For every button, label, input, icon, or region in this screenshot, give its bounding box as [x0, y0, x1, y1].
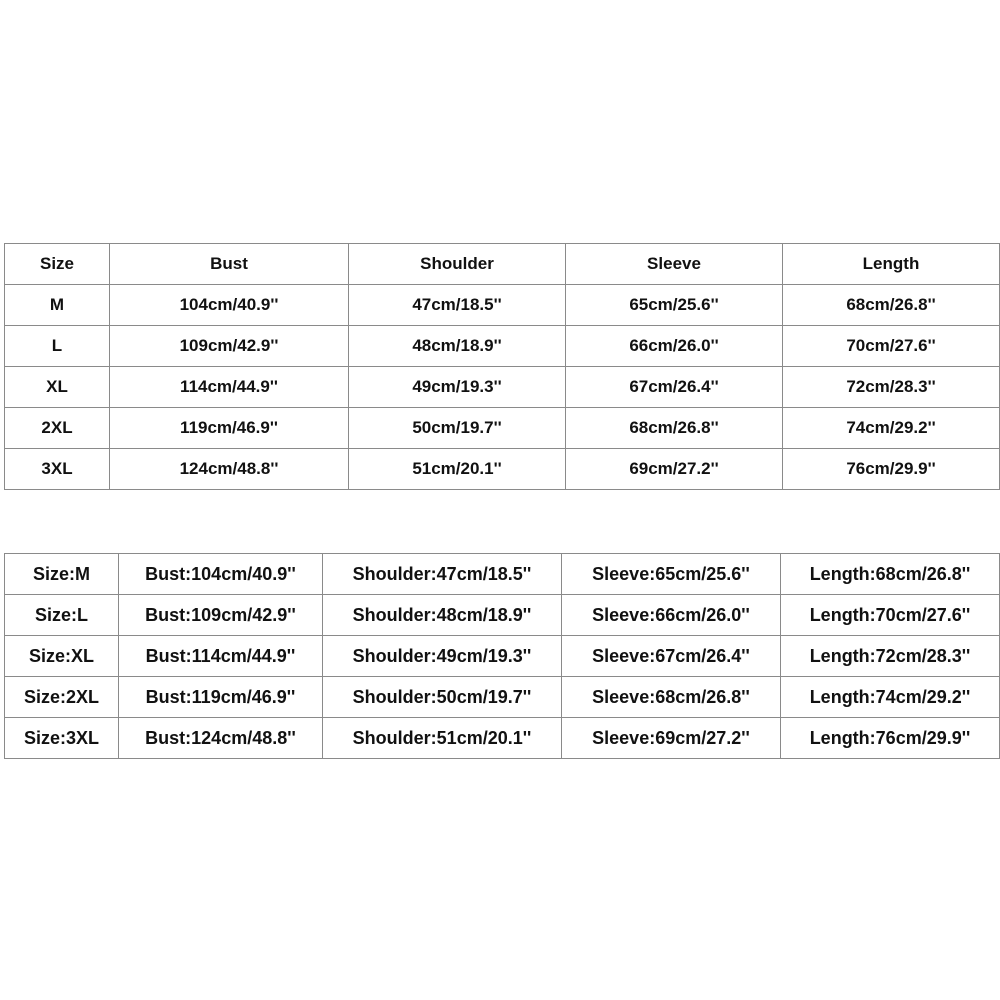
cell-bust: Bust:104cm/40.9'' — [119, 554, 323, 595]
header-sleeve: Sleeve — [566, 244, 783, 285]
cell-bust: Bust:114cm/44.9'' — [119, 636, 323, 677]
cell-sleeve: Sleeve:67cm/26.4'' — [562, 636, 781, 677]
cell-length: Length:74cm/29.2'' — [781, 677, 1000, 718]
cell-sleeve: 68cm/26.8'' — [566, 408, 783, 449]
cell-shoulder: Shoulder:48cm/18.9'' — [323, 595, 562, 636]
table-row — [5, 408, 1000, 449]
cell-shoulder: Shoulder:47cm/18.5'' — [323, 554, 562, 595]
table-row — [5, 367, 1000, 408]
cell-shoulder: 50cm/19.7'' — [349, 408, 566, 449]
cell-size: Size:M — [5, 554, 119, 595]
cell-length: Length:72cm/28.3'' — [781, 636, 1000, 677]
table-row — [5, 718, 1000, 759]
size-chart-table — [4, 243, 1000, 490]
cell-shoulder: 51cm/20.1'' — [349, 449, 566, 490]
cell-shoulder: Shoulder:50cm/19.7'' — [323, 677, 562, 718]
cell-bust: Bust:124cm/48.8'' — [119, 718, 323, 759]
cell-size: 3XL — [5, 449, 110, 490]
cell-shoulder: 49cm/19.3'' — [349, 367, 566, 408]
table-row — [5, 285, 1000, 326]
cell-bust: 104cm/40.9'' — [110, 285, 349, 326]
cell-length: Length:68cm/26.8'' — [781, 554, 1000, 595]
cell-size: XL — [5, 367, 110, 408]
cell-sleeve: 66cm/26.0'' — [566, 326, 783, 367]
table-row — [5, 554, 1000, 595]
cell-size: M — [5, 285, 110, 326]
table-row — [5, 636, 1000, 677]
cell-size: L — [5, 326, 110, 367]
cell-sleeve: 65cm/25.6'' — [566, 285, 783, 326]
cell-size: Size:XL — [5, 636, 119, 677]
header-length: Length — [783, 244, 1000, 285]
cell-bust: 124cm/48.8'' — [110, 449, 349, 490]
table-header-row — [5, 244, 1000, 285]
cell-bust: Bust:119cm/46.9'' — [119, 677, 323, 718]
cell-shoulder: 48cm/18.9'' — [349, 326, 566, 367]
cell-length: 72cm/28.3'' — [783, 367, 1000, 408]
cell-sleeve: 67cm/26.4'' — [566, 367, 783, 408]
cell-sleeve: Sleeve:66cm/26.0'' — [562, 595, 781, 636]
cell-shoulder: Shoulder:49cm/19.3'' — [323, 636, 562, 677]
cell-length: Length:76cm/29.9'' — [781, 718, 1000, 759]
cell-bust: 109cm/42.9'' — [110, 326, 349, 367]
cell-bust: Bust:109cm/42.9'' — [119, 595, 323, 636]
cell-size: Size:2XL — [5, 677, 119, 718]
cell-sleeve: Sleeve:69cm/27.2'' — [562, 718, 781, 759]
table-row — [5, 677, 1000, 718]
table-row — [5, 449, 1000, 490]
cell-size: Size:3XL — [5, 718, 119, 759]
cell-size: Size:L — [5, 595, 119, 636]
cell-size: 2XL — [5, 408, 110, 449]
cell-sleeve: 69cm/27.2'' — [566, 449, 783, 490]
cell-bust: 119cm/46.9'' — [110, 408, 349, 449]
header-bust: Bust — [110, 244, 349, 285]
cell-sleeve: Sleeve:65cm/25.6'' — [562, 554, 781, 595]
cell-length: 76cm/29.9'' — [783, 449, 1000, 490]
cell-length: 70cm/27.6'' — [783, 326, 1000, 367]
header-size: Size — [5, 244, 110, 285]
cell-length: 68cm/26.8'' — [783, 285, 1000, 326]
cell-shoulder: 47cm/18.5'' — [349, 285, 566, 326]
cell-sleeve: Sleeve:68cm/26.8'' — [562, 677, 781, 718]
cell-bust: 114cm/44.9'' — [110, 367, 349, 408]
size-chart-labeled-table — [4, 553, 1000, 759]
table-row — [5, 595, 1000, 636]
cell-length: Length:70cm/27.6'' — [781, 595, 1000, 636]
header-shoulder: Shoulder — [349, 244, 566, 285]
cell-length: 74cm/29.2'' — [783, 408, 1000, 449]
table-row — [5, 326, 1000, 367]
cell-shoulder: Shoulder:51cm/20.1'' — [323, 718, 562, 759]
